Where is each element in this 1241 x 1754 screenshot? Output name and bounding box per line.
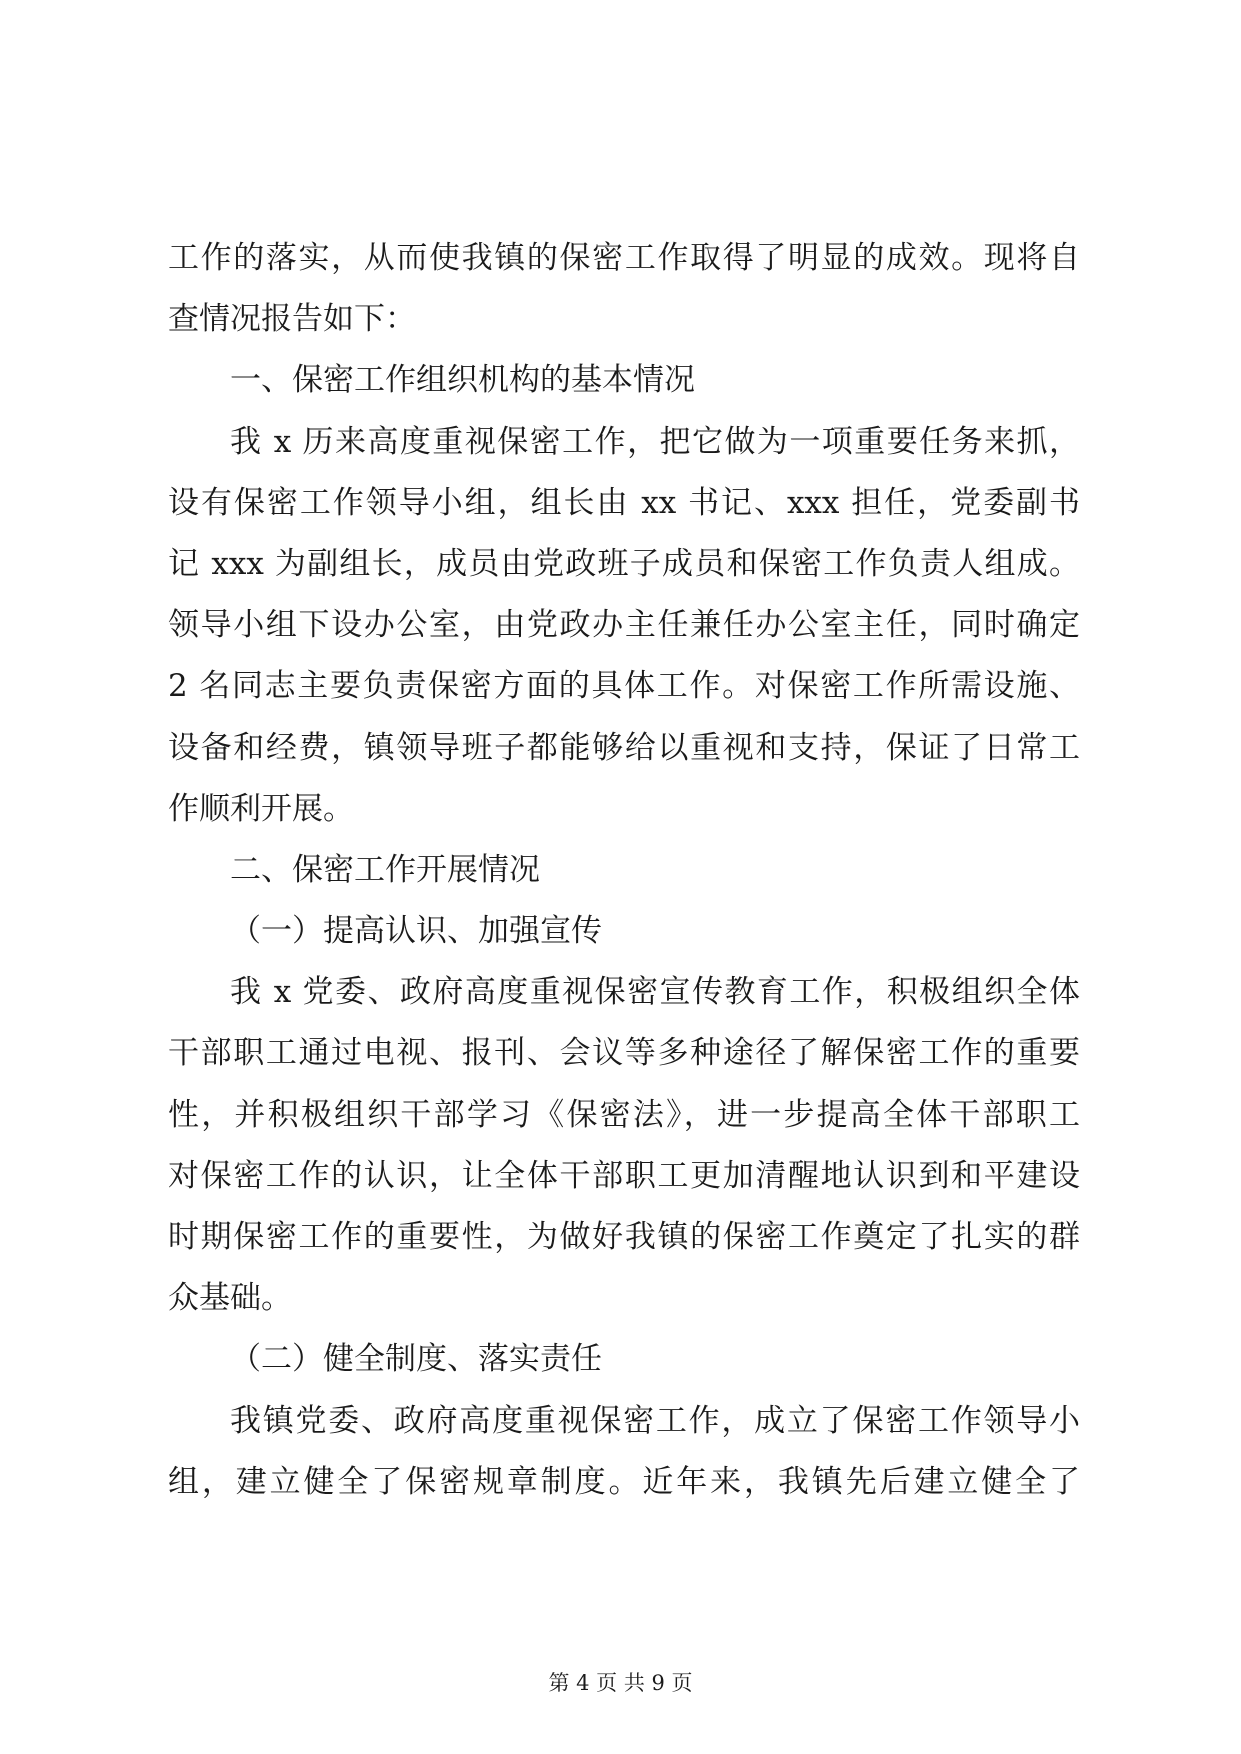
- text-line: 性，并积极组织干部学习《保密法》，进一步提高全体干部职工: [168, 1096, 1080, 1133]
- text-line: 众基础。: [168, 1280, 292, 1317]
- text-line: 干部职工通过电视、报刊、会议等多种途径了解保密工作的重要: [168, 1035, 1080, 1072]
- text-line: 时期保密工作的重要性，为做好我镇的保密工作奠定了扎实的群: [168, 1219, 1080, 1255]
- document-body: [168, 228, 1080, 1513]
- text-line: 设备和经费，镇领导班子都能够给以重视和支持，保证了日常工: [168, 729, 1080, 766]
- text-line: 2 名同志主要负责保密方面的具体工作。对保密工作所需设施、: [168, 668, 1080, 705]
- subsection-heading: （二）健全制度、落实责任: [230, 1341, 602, 1378]
- text-line: 我 x 党委、政府高度重视保密宣传教育工作，积极组织全体: [230, 974, 1080, 1011]
- text-line: 组，建立健全了保密规章制度。近年来，我镇先后建立健全了: [168, 1463, 1080, 1500]
- section-heading: 二、保密工作开展情况: [230, 851, 540, 888]
- text-line: 我 x 历来高度重视保密工作，把它做为一项重要任务来抓，: [230, 423, 1080, 460]
- text-line: 对保密工作的认识，让全体干部职工更加清醒地认识到和平建设: [168, 1157, 1080, 1194]
- text-line: 设有保密工作领导小组，组长由 xx 书记、xxx 担任，党委副书: [168, 484, 1080, 521]
- text-line: 记 xxx 为副组长，成员由党政班子成员和保密工作负责人组成。: [168, 545, 1080, 582]
- page-number-label: 第 4 页 共 9 页: [548, 1671, 693, 1695]
- subsection-heading: （一）提高认识、加强宣传: [230, 913, 602, 950]
- text-line: 领导小组下设办公室，由党政办主任兼任办公室主任，同时确定: [168, 607, 1080, 644]
- text-line: 作顺利开展。: [168, 790, 354, 827]
- page-number-footer: [0, 1668, 1241, 1698]
- section-heading: 一、保密工作组织机构的基本情况: [230, 362, 695, 399]
- text-line: 查情况报告如下：: [168, 301, 416, 338]
- text-line: 工作的落实，从而使我镇的保密工作取得了明显的成效。现将自: [168, 240, 1080, 276]
- text-line: 我镇党委、政府高度重视保密工作，成立了保密工作领导小: [230, 1402, 1080, 1439]
